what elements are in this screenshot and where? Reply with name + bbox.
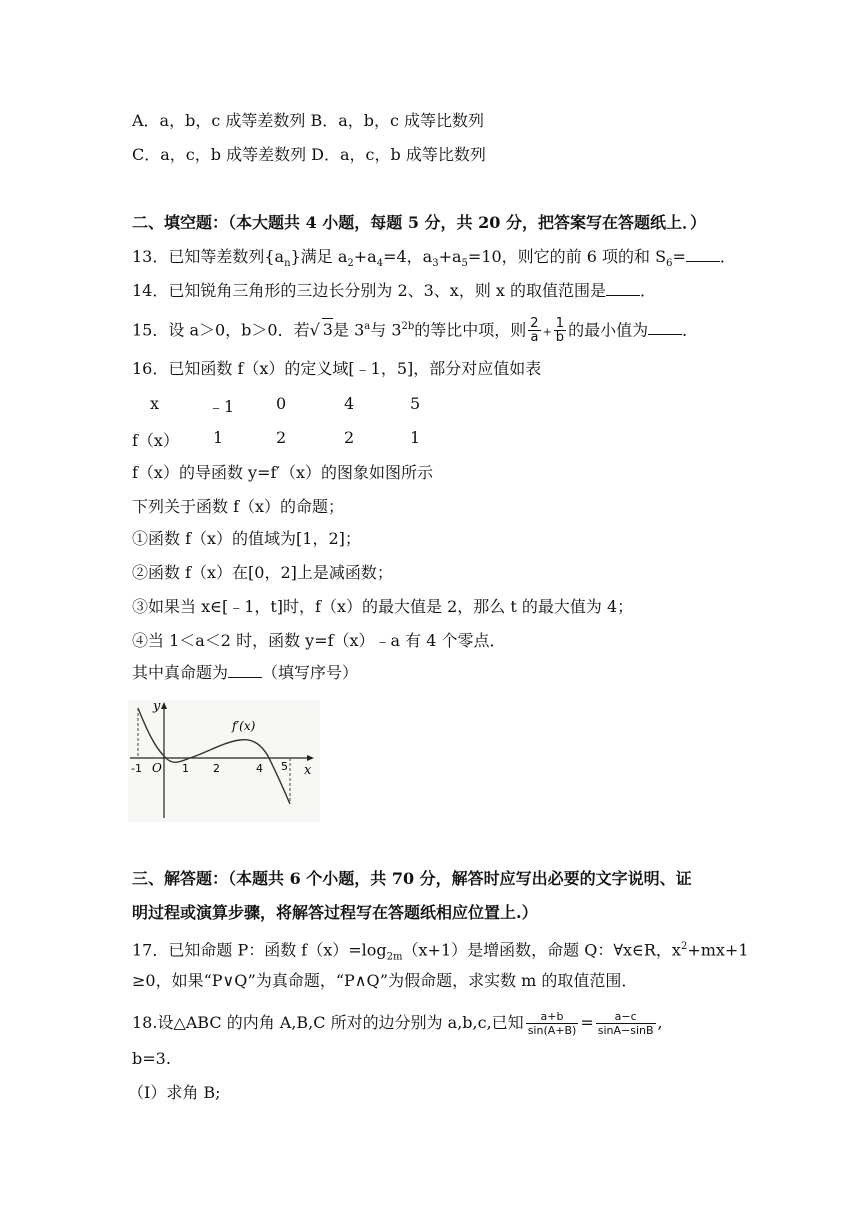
table-header-cell: x	[150, 394, 160, 413]
q12-options-line1: A．a，b，c 成等差数列 B．a，b，c 成等比数列	[132, 111, 485, 130]
question-17-line2: ≥0，如果“P∨Q”为真命题，“P∧Q”为假命题，求实数 m 的取值范围．	[132, 971, 638, 990]
answer-line: 其中真命题为 （填写序号）	[132, 663, 359, 682]
question-16-intro: 16．已知函数 f（x）的定义域[﹣1，5]，部分对应值如表	[132, 359, 542, 378]
section3-heading-line2: 明过程或演算步骤，将解答过程写在答题纸相应位置上.）	[132, 903, 538, 922]
table-cell: 1	[213, 428, 224, 447]
fraction-1-over-b: $\frac{1}{b}$	[555, 316, 565, 346]
derivative-graph	[128, 700, 320, 822]
section3-heading-line1: 三、解答题：（本题共 6 个小题，共 70 分，解答时应写出必要的文字说明、证	[132, 869, 692, 888]
table-header-cell: 0	[276, 394, 287, 413]
table-header-cell: 5	[410, 394, 421, 413]
origin-label: O	[152, 761, 162, 775]
question-18-part1: （Ⅰ）求角 B;	[128, 1083, 221, 1102]
fraction-right: $\frac{a-c}{\sin A-\sin B}$	[597, 1010, 654, 1037]
answer-blank	[606, 281, 640, 296]
tick-label: 5	[281, 760, 288, 773]
proposition-3: ③如果当 x∈[﹣1，t]时，f（x）的最大值是 2，那么 t 的最大值为 4；	[132, 597, 634, 616]
propositions-intro: 下列关于函数 f（x）的命题；	[132, 497, 345, 516]
answer-blank	[686, 247, 720, 262]
question-18-line1: 18.设△ABC 的内角 A,B,C 所对的边分别为 a,b,c,已知 $\frac{a+b}{\sin(A+B)}$ = $\frac{a-c}{\sin A-\sin B}$ ,	[132, 1010, 663, 1037]
tick-label: 4	[256, 762, 263, 775]
table-cell: 2	[344, 428, 355, 447]
proposition-1: ①函数 f（x）的值域为[1，2]；	[132, 529, 361, 548]
section2-heading: 二、填空题：（本大题共 4 小题，每题 5 分，共 20 分，把答案写在答题纸上．）	[132, 213, 706, 232]
table-header-cell: 4	[344, 394, 355, 413]
tick-label: 2	[213, 762, 220, 775]
q12-options-line2: C．a，c，b 成等差数列 D．a，c，b 成等比数列	[132, 145, 486, 164]
tick-label: 1	[182, 762, 189, 775]
table-cell: 1	[410, 428, 421, 447]
y-axis-label: y	[153, 700, 161, 714]
curve-label: f′(x)	[232, 719, 256, 733]
question-13: 13．已知等差数列$\{a_n\}$满足 $a_2+a_4=4$，$a_3+a_5=10$，则它的前 6 项的和 $S_6=$ ．	[132, 247, 736, 270]
fraction-2-over-a: $\frac{2}{a}$	[530, 316, 539, 346]
answer-blank	[228, 663, 262, 678]
question-17-line1: 17．已知命题 P：函数 $f(x)=\log_{2m}(x+1)$是增函数，命题 Q：∀x∈R，$x^2+mx+1$	[132, 940, 749, 963]
table-cell: 2	[276, 428, 287, 447]
derivative-line: f（x）的导函数 y=f′（x）的图象如图所示	[132, 463, 434, 482]
x-axis-label: x	[304, 763, 312, 778]
table-header-cell: ﹣1	[208, 397, 235, 416]
fraction-left: $\frac{a+b}{\sin(A+B)}$	[527, 1010, 577, 1037]
proposition-4: ④当 1＜a＜2 时，函数 y=f（x）﹣a 有 4 个零点．	[132, 631, 506, 650]
tick-label: -1	[131, 762, 142, 775]
question-14: 14．已知锐角三角形的三边长分别为 2、3、x，则 x 的取值范围是 ．	[132, 281, 657, 300]
table-cell: f（x）	[132, 431, 179, 450]
question-15: 15．设 a＞0，b＞0．若√ 3是 3$^a$与 $3^{2b}$的等比中项，则 $\frac{2}{a}$ + $\frac{1}{b}$ 的最小值为 ．	[132, 316, 699, 346]
proposition-2: ②函数 f（x）在[0，2]上是减函数；	[132, 563, 393, 582]
sqrt-three: 3	[322, 320, 333, 340]
answer-blank	[648, 320, 682, 335]
question-18-line2: b=3.	[132, 1049, 171, 1068]
